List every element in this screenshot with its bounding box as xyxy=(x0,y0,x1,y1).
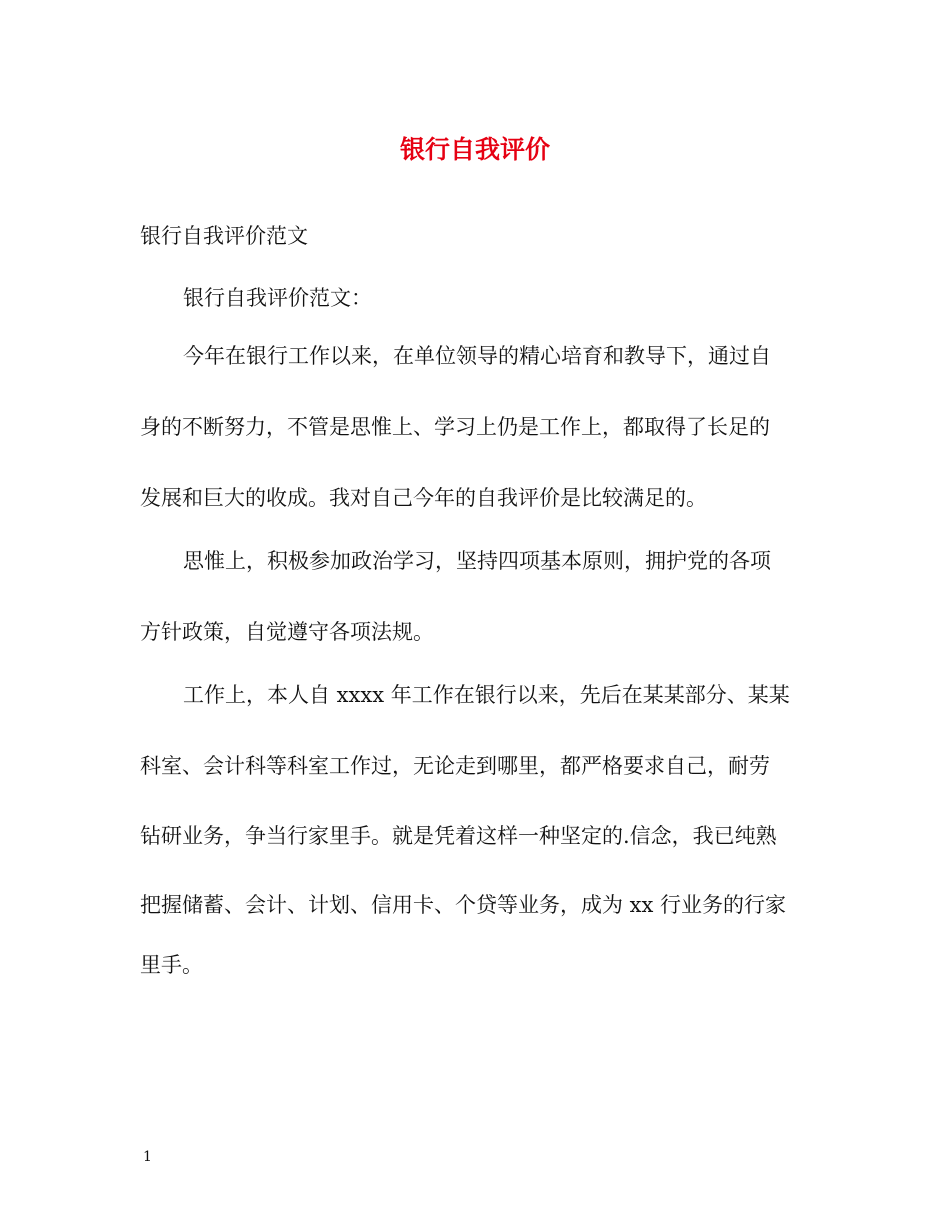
paragraph-line: 今年在银行工作以来，在单位领导的精心培育和教导下，通过自 xyxy=(183,344,771,368)
paragraph-line: 身的不断努力，不管是思惟上、学习上仍是工作上，都取得了长足的 xyxy=(140,415,770,439)
page-number: 1 xyxy=(143,1149,152,1165)
paragraph-line: 思惟上，积极参加政治学习，坚持四项基本原则，拥护党的各项 xyxy=(183,549,771,573)
paragraph-line: 把握储蓄、会计、计划、信用卡、个贷等业务，成为 xx 行业务的行家 xyxy=(140,893,787,917)
paragraph-line: 方针政策，自觉遵守各项法规。 xyxy=(140,620,434,644)
paragraph-line: 发展和巨大的收成。我对自己今年的自我评价是比较满足的。 xyxy=(140,486,707,510)
paragraph-line: 里手。 xyxy=(140,953,203,977)
document-title: 银行自我评价 xyxy=(399,135,550,164)
paragraph-line: 银行自我评价范文： xyxy=(183,286,372,310)
paragraph-line: 钻研业务，争当行家里手。就是凭着这样一种坚定的.信念，我已纯熟 xyxy=(140,824,777,848)
document-subtitle: 银行自我评价范文 xyxy=(140,224,308,248)
paragraph-line: 科室、会计科等科室工作过，无论走到哪里，都严格要求自己，耐劳 xyxy=(140,754,770,778)
paragraph-line: 工作上，本人自 xxxx 年工作在银行以来，先后在某某部分、某某 xyxy=(183,683,790,707)
